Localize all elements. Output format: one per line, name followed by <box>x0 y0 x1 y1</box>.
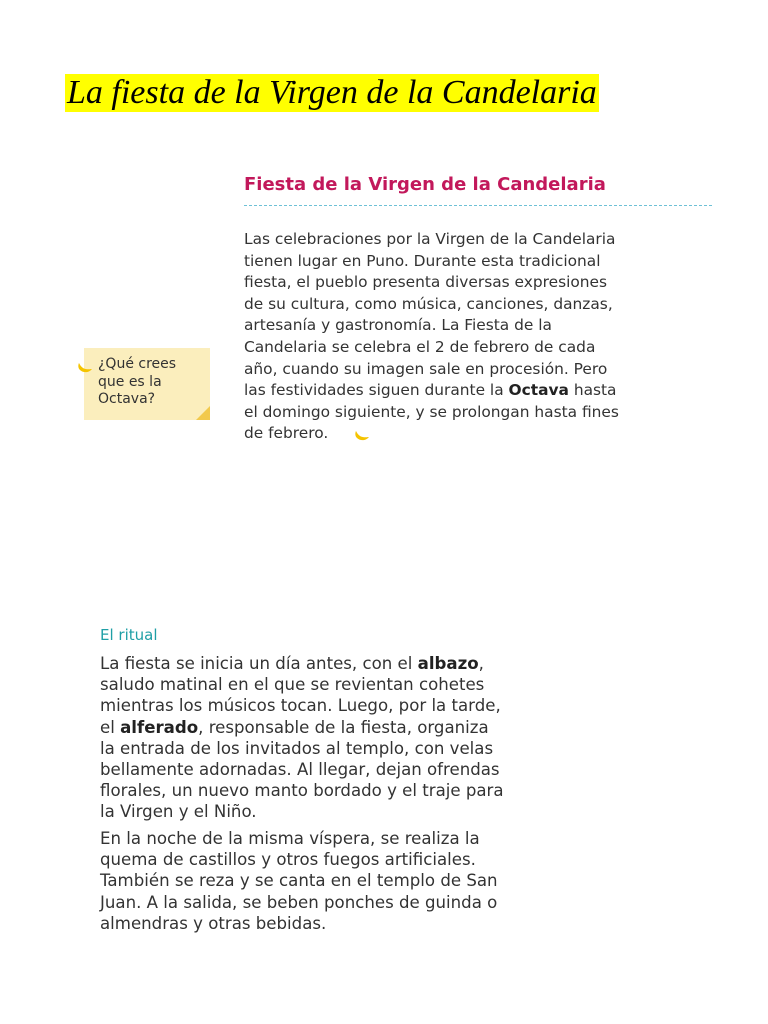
paragraph-line: Las celebraciones por la Virgen de la Candelaria <box>244 230 616 248</box>
text-segment: La fiesta se inicia un día antes, con el <box>100 654 418 673</box>
bold-term-octava: Octava <box>508 381 569 400</box>
paragraph-line: florales, un nuevo manto bordado y el traje para <box>100 781 504 801</box>
text-segment: el <box>100 717 121 737</box>
sticky-note-text <box>98 356 176 409</box>
paragraph-line <box>100 717 504 738</box>
paragraph-line: de su cultura, como música, canciones, danzas, <box>244 294 613 313</box>
document-title: La fiesta de la Virgen de la Candelaria <box>67 74 597 111</box>
paragraph-line: almendras y otras bebidas. <box>100 913 327 933</box>
bold-term-albazo: albazo <box>417 654 479 673</box>
paragraph-line: En la noche de la misma víspera, se realiza la <box>100 829 480 848</box>
paragraph-line: tienen lugar en Puno. Durante esta tradicional <box>244 251 601 270</box>
paragraph-line <box>244 380 619 402</box>
dotted-divider <box>244 205 712 206</box>
paragraph-line: la Virgen y el Niño. <box>100 802 257 822</box>
sticky-note <box>84 348 210 420</box>
ritual-heading: El ritual <box>100 626 158 644</box>
text-segment: , <box>478 654 484 673</box>
ritual-paragraph-2 <box>100 828 498 934</box>
paragraph-line: También se reza y se canta en el templo de San <box>100 871 498 891</box>
paragraph-line: bellamente adornadas. Al llegar, dejan ofrendas <box>100 760 500 780</box>
paragraph-line: de febrero. <box>244 424 329 443</box>
section-heading: Fiesta de la Virgen de la Candelaria <box>244 174 606 195</box>
paragraph-line: año, cuando su imagen sale en procesión. Pero <box>244 359 608 378</box>
text-segment: las festividades siguen durante la <box>244 381 509 400</box>
section-paragraph <box>244 229 619 445</box>
text-segment: hasta <box>568 381 617 400</box>
paragraph-line: saludo matinal en el que se revientan cohetes <box>100 675 485 695</box>
speech-bubble-icon <box>76 362 94 381</box>
paragraph-line: mientras los músicos tocan. Luego, por la tarde, <box>100 696 501 716</box>
sticky-note-line: Octava? <box>98 391 156 407</box>
note-fold <box>196 406 210 420</box>
ritual-paragraph-1 <box>100 653 504 823</box>
paragraph-line: la entrada de los invitados al templo, con velas <box>100 738 494 758</box>
sticky-note-line: que es la <box>98 373 162 390</box>
speech-bubble-icon <box>353 430 371 449</box>
paragraph-line: Candelaria se celebra el 2 de febrero de cada <box>244 337 596 356</box>
sticky-note-line: ¿Qué crees <box>98 356 177 372</box>
paragraph-line: artesanía y gastronomía. La Fiesta de la <box>244 316 552 335</box>
paragraph-line: quema de castillos y otros fuegos artificiales. <box>100 850 476 870</box>
text-segment: , responsable de la fiesta, organiza <box>198 717 489 737</box>
paragraph-line: Juan. A la salida, se beben ponches de guinda o <box>100 892 498 912</box>
paragraph-line <box>100 653 504 674</box>
paragraph-line: fiesta, el pueblo presenta diversas expresiones <box>244 273 608 292</box>
paragraph-line: el domingo siguiente, y se prolongan hasta fines <box>244 402 619 421</box>
bold-term-alferado: alferado <box>120 717 199 737</box>
